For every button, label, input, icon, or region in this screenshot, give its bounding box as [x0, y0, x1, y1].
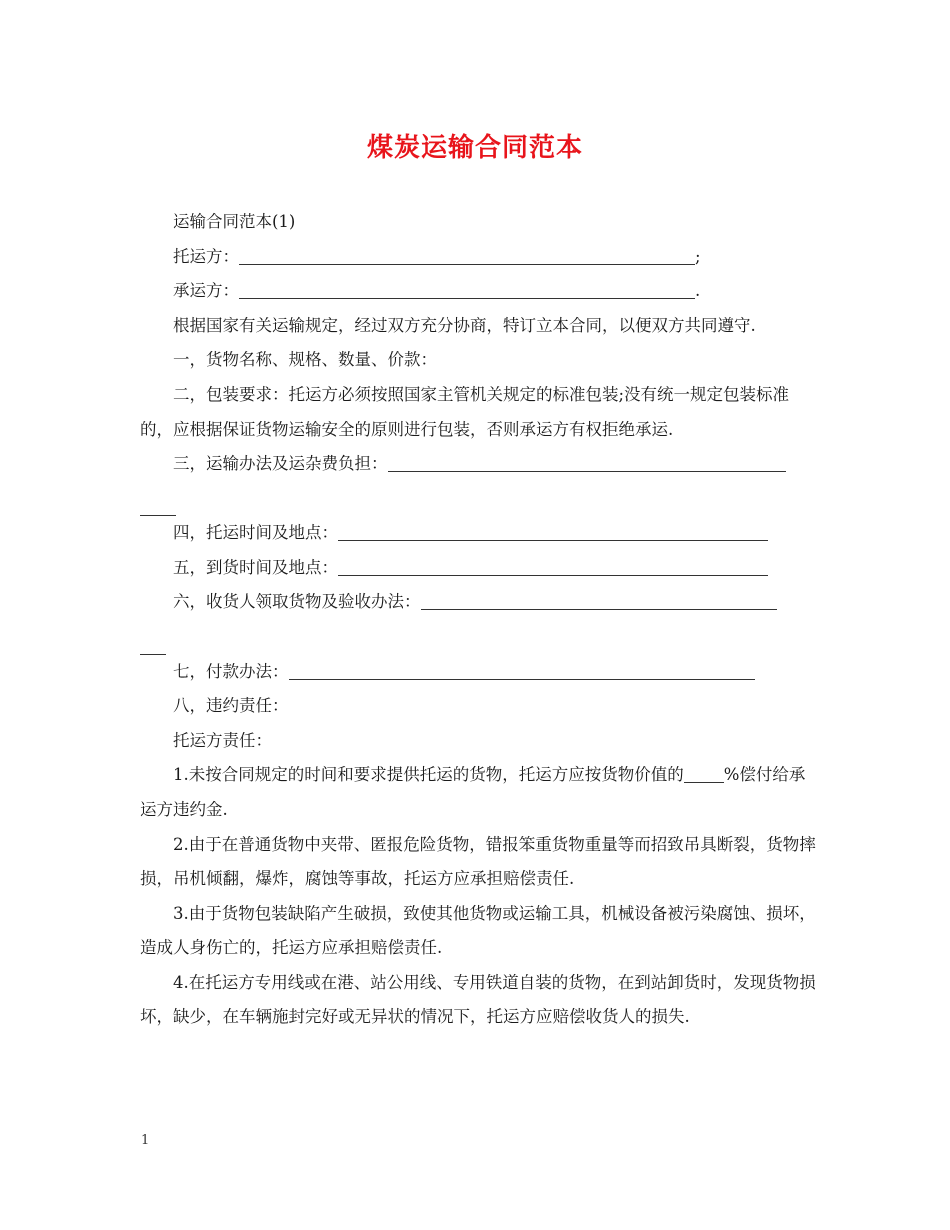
clause-2-text: 二，包装要求：托运方必须按照国家主管机关规定的标准包装;没有统一规定包装标准的，应根据保证货物运输安全的原则进行包装，否则承运方有权拒绝承运.	[140, 384, 790, 439]
clause-3	[140, 447, 820, 516]
percent-blank	[684, 766, 724, 784]
carrier-line	[140, 274, 820, 309]
document-body	[140, 205, 820, 1035]
clause-8	[140, 689, 820, 724]
clause-7-label: 七，付款办法：	[173, 661, 289, 681]
liability-item-2	[140, 828, 820, 897]
carrier-end: .	[695, 281, 701, 301]
clause-4-label: 四，托运时间及地点：	[173, 523, 338, 543]
shipper-liability-heading	[140, 724, 820, 759]
liability-item-2-text: 2.由于在普通货物中夹带、匿报危险货物，错报笨重货物重量等而招致吊具断裂，货物摔损，吊机倾翻，爆炸，腐蚀等事故，托运方应承担赔偿责任.	[140, 834, 816, 889]
liability-item-4-text: 4.在托运方专用线或在港、站公用线、专用铁道自装的货物，在到站卸货时，发现货物损坏，缺少，在车辆施封完好或无异状的情况下，托运方应赔偿收货人的损失.	[140, 972, 816, 1027]
carrier-label: 承运方：	[173, 281, 239, 301]
intro-paragraph	[140, 309, 820, 344]
clause-1-text: 一，货物名称、规格、数量、价款：	[173, 350, 437, 370]
clause-7-blank	[289, 662, 755, 680]
liability-item-4	[140, 966, 820, 1035]
clause-5-blank	[338, 558, 768, 576]
shipper-blank	[239, 247, 695, 265]
clause-6-blank	[421, 593, 777, 611]
clause-2	[140, 378, 820, 447]
clause-6	[140, 585, 820, 654]
page-number: 1	[141, 1133, 150, 1148]
clause-6-blank-wrap	[140, 637, 166, 655]
clause-4	[140, 516, 820, 551]
clause-1	[140, 343, 820, 378]
liability-item-1	[140, 758, 820, 827]
clause-3-blank-wrap	[140, 499, 176, 517]
shipper-line	[140, 240, 820, 275]
clause-7	[140, 655, 820, 690]
clause-5-label: 五，到货时间及地点：	[173, 557, 338, 577]
liability-item-3-text: 3.由于货物包装缺陷产生破损，致使其他货物或运输工具，机械设备被污染腐蚀、损坏，造成人身伤亡的，托运方应承担赔偿责任.	[140, 903, 816, 958]
clause-4-blank	[338, 524, 768, 542]
intro-text: 根据国家有关运输规定，经过双方充分协商，特订立本合同，以便双方共同遵守.	[173, 315, 756, 335]
contract-heading	[140, 205, 820, 240]
liability-item-3	[140, 897, 820, 966]
shipper-end: ;	[695, 246, 701, 266]
clause-3-label: 三，运输办法及运杂费负担：	[173, 454, 388, 474]
shipper-liability-text: 托运方责任：	[173, 730, 272, 750]
liability-item-1-after: %偿付给承运方违约金.	[140, 765, 806, 819]
clause-6-label: 六，收货人领取货物及验收办法：	[173, 592, 421, 612]
carrier-blank	[239, 282, 695, 300]
clause-5	[140, 551, 820, 586]
contract-heading-text: 运输合同范本(1)	[173, 212, 296, 231]
clause-3-blank	[388, 455, 786, 473]
clause-8-text: 八，违约责任：	[173, 696, 289, 716]
liability-item-1-before: 1.未按合同规定的时间和要求提供托运的货物，托运方应按货物价值的	[173, 765, 684, 785]
shipper-label: 托运方：	[173, 246, 239, 266]
document-title: 煤炭运输合同范本	[366, 133, 583, 163]
